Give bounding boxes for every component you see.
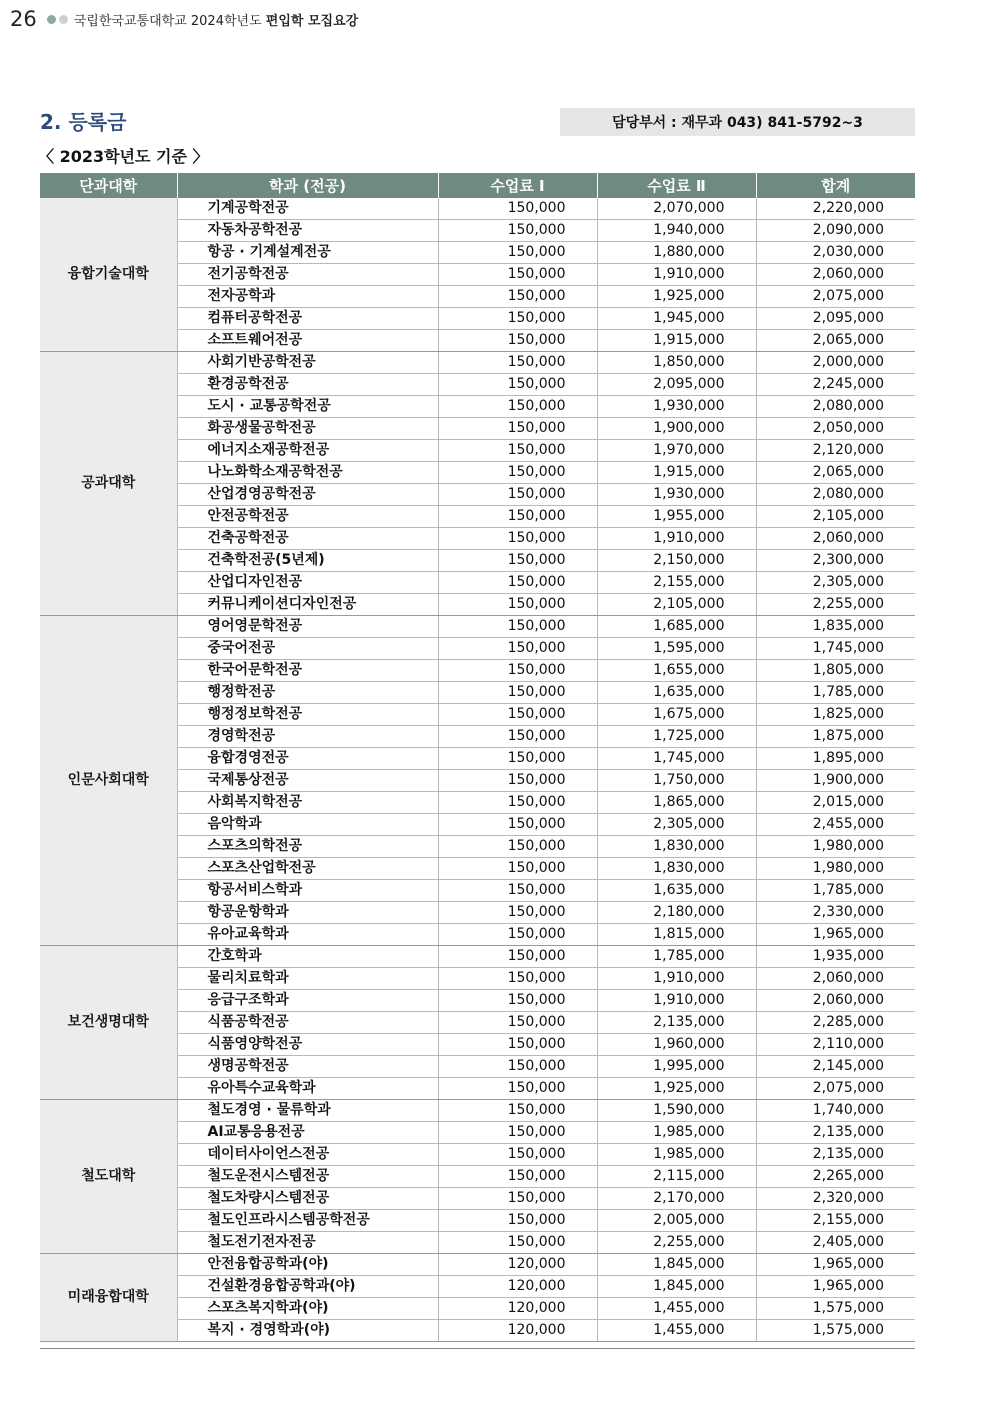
tuition-2-cell: 1,865,000 [597,792,756,814]
header-department: 학과 (전공) [177,173,438,198]
department-cell: 한국어문학전공 [177,660,438,682]
total-cell: 1,895,000 [756,748,915,770]
department-cell: 나노화학소재공학전공 [177,462,438,484]
department-cell: 유아특수교육학과 [177,1078,438,1100]
tuition-2-cell: 1,985,000 [597,1144,756,1166]
total-cell: 2,305,000 [756,572,915,594]
department-cell: 건축공학전공 [177,528,438,550]
college-cell: 보건생명대학 [40,946,177,1100]
college-cell: 철도대학 [40,1100,177,1254]
tuition-1-cell: 150,000 [438,902,597,924]
department-cell: 안전공학전공 [177,506,438,528]
department-cell: 컴퓨터공학전공 [177,308,438,330]
department-cell: 환경공학전공 [177,374,438,396]
department-cell: 철도운전시스템전공 [177,1166,438,1188]
total-cell: 2,060,000 [756,968,915,990]
tuition-1-cell: 150,000 [438,660,597,682]
total-cell: 2,320,000 [756,1188,915,1210]
table-body [40,198,915,1342]
document-title-regular: 국립한국교통대학교 2024학년도 [73,13,262,29]
department-cell: 행정정보학전공 [177,704,438,726]
tuition-1-cell: 150,000 [438,946,597,968]
department-cell: 데이터사이언스전공 [177,1144,438,1166]
tuition-1-cell: 150,000 [438,308,597,330]
tuition-1-cell: 120,000 [438,1254,597,1276]
department-cell: 커뮤니케이션디자인전공 [177,594,438,616]
department-cell: 안전융합공학과(야) [177,1254,438,1276]
tuition-1-cell: 150,000 [438,528,597,550]
tuition-1-cell: 150,000 [438,352,597,374]
tuition-1-cell: 150,000 [438,484,597,506]
tuition-2-cell: 1,925,000 [597,286,756,308]
tuition-1-cell: 150,000 [438,286,597,308]
table-row [40,1100,915,1122]
tuition-2-cell: 1,985,000 [597,1122,756,1144]
department-cell: 자동차공학전공 [177,220,438,242]
tuition-1-cell: 150,000 [438,330,597,352]
header-tuition-1: 수업료 Ⅰ [438,173,597,198]
total-cell: 1,805,000 [756,660,915,682]
tuition-2-cell: 1,915,000 [597,330,756,352]
tuition-1-cell: 120,000 [438,1298,597,1320]
total-cell: 2,060,000 [756,990,915,1012]
tuition-2-cell: 1,845,000 [597,1254,756,1276]
tuition-1-cell: 150,000 [438,594,597,616]
total-cell: 1,980,000 [756,836,915,858]
tuition-1-cell: 150,000 [438,1122,597,1144]
department-cell: 사회기반공학전공 [177,352,438,374]
tuition-1-cell: 150,000 [438,990,597,1012]
department-cell: 철도전기전자전공 [177,1232,438,1254]
tuition-1-cell: 150,000 [438,396,597,418]
tuition-2-cell: 1,850,000 [597,352,756,374]
department-cell: 영어영문학전공 [177,616,438,638]
tuition-2-cell: 1,915,000 [597,462,756,484]
tuition-1-cell: 150,000 [438,748,597,770]
table-row [40,1254,915,1276]
total-cell: 1,785,000 [756,880,915,902]
total-cell: 1,575,000 [756,1320,915,1342]
tuition-1-cell: 150,000 [438,770,597,792]
college-cell: 공과대학 [40,352,177,616]
total-cell: 2,030,000 [756,242,915,264]
tuition-2-cell: 2,150,000 [597,550,756,572]
tuition-2-cell: 1,880,000 [597,242,756,264]
total-cell: 1,980,000 [756,858,915,880]
department-cell: 에너지소재공학전공 [177,440,438,462]
tuition-2-cell: 1,995,000 [597,1056,756,1078]
tuition-2-cell: 1,900,000 [597,418,756,440]
tuition-1-cell: 150,000 [438,682,597,704]
department-cell: 철도차량시스템전공 [177,1188,438,1210]
department-cell: 스포츠의학전공 [177,836,438,858]
tuition-2-cell: 1,455,000 [597,1298,756,1320]
tuition-1-cell: 150,000 [438,550,597,572]
tuition-2-cell: 1,745,000 [597,748,756,770]
section-title: 2. 등록금 [40,110,127,134]
department-cell: 식품공학전공 [177,1012,438,1034]
tuition-1-cell: 150,000 [438,880,597,902]
department-cell: 물리치료학과 [177,968,438,990]
department-cell: 식품영양학전공 [177,1034,438,1056]
department-cell: 전자공학과 [177,286,438,308]
header-tuition-2: 수업료 Ⅱ [597,173,756,198]
bullet-dots-icon [47,15,68,24]
total-cell: 2,000,000 [756,352,915,374]
contact-info: 담당부서 : 재무과 043) 841-5792~3 [560,108,915,136]
tuition-2-cell: 1,910,000 [597,528,756,550]
table-header-row [40,173,915,198]
department-cell: 산업경영공학전공 [177,484,438,506]
tuition-1-cell: 150,000 [438,1078,597,1100]
tuition-1-cell: 120,000 [438,1276,597,1298]
tuition-2-cell: 2,155,000 [597,572,756,594]
tuition-2-cell: 1,750,000 [597,770,756,792]
tuition-2-cell: 2,255,000 [597,1232,756,1254]
total-cell: 1,835,000 [756,616,915,638]
total-cell: 2,080,000 [756,484,915,506]
department-cell: AI교통응용전공 [177,1122,438,1144]
tuition-2-cell: 2,135,000 [597,1012,756,1034]
tuition-2-cell: 2,180,000 [597,902,756,924]
total-cell: 2,080,000 [756,396,915,418]
department-cell: 중국어전공 [177,638,438,660]
department-cell: 스포츠산업학전공 [177,858,438,880]
total-cell: 2,300,000 [756,550,915,572]
document-title-bold: 편입학 모집요강 [265,13,359,29]
total-cell: 2,255,000 [756,594,915,616]
tuition-2-cell: 1,830,000 [597,858,756,880]
tuition-1-cell: 150,000 [438,1100,597,1122]
department-cell: 항공 · 기계설계전공 [177,242,438,264]
tuition-2-cell: 1,655,000 [597,660,756,682]
tuition-2-cell: 1,590,000 [597,1100,756,1122]
department-cell: 소프트웨어전공 [177,330,438,352]
department-cell: 생명공학전공 [177,1056,438,1078]
total-cell: 2,090,000 [756,220,915,242]
table-row [40,352,915,374]
total-cell: 1,965,000 [756,1276,915,1298]
tuition-2-cell: 2,105,000 [597,594,756,616]
page-number: 26 [10,7,37,31]
total-cell: 2,330,000 [756,902,915,924]
total-cell: 1,740,000 [756,1100,915,1122]
table-row [40,198,915,220]
tuition-2-cell: 1,635,000 [597,880,756,902]
department-cell: 건축학전공(5년제) [177,550,438,572]
department-cell: 기계공학전공 [177,198,438,220]
department-cell: 유아교육학과 [177,924,438,946]
table-row [40,616,915,638]
department-cell: 항공서비스학과 [177,880,438,902]
department-cell: 항공운항학과 [177,902,438,924]
tuition-1-cell: 150,000 [438,1012,597,1034]
department-cell: 건설환경융합공학과(야) [177,1276,438,1298]
total-cell: 2,075,000 [756,1078,915,1100]
total-cell: 1,575,000 [756,1298,915,1320]
page-header [10,6,358,32]
tuition-2-cell: 2,305,000 [597,814,756,836]
tuition-2-cell: 2,115,000 [597,1166,756,1188]
tuition-1-cell: 150,000 [438,1188,597,1210]
total-cell: 2,075,000 [756,286,915,308]
tuition-2-cell: 2,095,000 [597,374,756,396]
tuition-2-cell: 1,815,000 [597,924,756,946]
total-cell: 2,245,000 [756,374,915,396]
department-cell: 응급구조학과 [177,990,438,1012]
tuition-1-cell: 150,000 [438,836,597,858]
tuition-2-cell: 1,930,000 [597,396,756,418]
tuition-1-cell: 150,000 [438,638,597,660]
department-cell: 융합경영전공 [177,748,438,770]
total-cell: 1,965,000 [756,1254,915,1276]
total-cell: 2,060,000 [756,264,915,286]
total-cell: 2,060,000 [756,528,915,550]
tuition-2-cell: 1,685,000 [597,616,756,638]
tuition-1-cell: 150,000 [438,616,597,638]
college-cell: 인문사회대학 [40,616,177,946]
tuition-1-cell: 150,000 [438,1232,597,1254]
department-cell: 전기공학전공 [177,264,438,286]
total-cell: 2,145,000 [756,1056,915,1078]
tuition-2-cell: 1,960,000 [597,1034,756,1056]
department-cell: 철도경영 · 물류학과 [177,1100,438,1122]
total-cell: 2,135,000 [756,1122,915,1144]
total-cell: 2,065,000 [756,462,915,484]
tuition-2-cell: 1,910,000 [597,968,756,990]
tuition-2-cell: 1,910,000 [597,990,756,1012]
tuition-1-cell: 150,000 [438,418,597,440]
tuition-2-cell: 1,635,000 [597,682,756,704]
header-college: 단과대학 [40,173,177,198]
tuition-2-cell: 1,940,000 [597,220,756,242]
total-cell: 2,050,000 [756,418,915,440]
tuition-2-cell: 1,930,000 [597,484,756,506]
total-cell: 1,900,000 [756,770,915,792]
total-cell: 1,745,000 [756,638,915,660]
total-cell: 2,285,000 [756,1012,915,1034]
college-cell: 융합기술대학 [40,198,177,352]
tuition-1-cell: 150,000 [438,242,597,264]
college-cell: 미래융합대학 [40,1254,177,1342]
tuition-1-cell: 150,000 [438,1056,597,1078]
total-cell: 2,155,000 [756,1210,915,1232]
tuition-2-cell: 2,070,000 [597,198,756,220]
department-cell: 국제통상전공 [177,770,438,792]
tuition-1-cell: 150,000 [438,572,597,594]
tuition-table [40,173,915,1342]
department-cell: 복지 · 경영학과(야) [177,1320,438,1342]
tuition-1-cell: 150,000 [438,858,597,880]
tuition-1-cell: 150,000 [438,726,597,748]
total-cell: 1,935,000 [756,946,915,968]
total-cell: 1,965,000 [756,924,915,946]
department-cell: 스포츠복지학과(야) [177,1298,438,1320]
tuition-2-cell: 1,910,000 [597,264,756,286]
total-cell: 2,015,000 [756,792,915,814]
tuition-1-cell: 150,000 [438,704,597,726]
tuition-2-cell: 1,830,000 [597,836,756,858]
total-cell: 2,405,000 [756,1232,915,1254]
tuition-1-cell: 150,000 [438,1144,597,1166]
tuition-2-cell: 1,675,000 [597,704,756,726]
tuition-2-cell: 1,945,000 [597,308,756,330]
tuition-2-cell: 1,455,000 [597,1320,756,1342]
tuition-2-cell: 2,170,000 [597,1188,756,1210]
tuition-1-cell: 150,000 [438,198,597,220]
total-cell: 2,105,000 [756,506,915,528]
department-cell: 경영학전공 [177,726,438,748]
department-cell: 간호학과 [177,946,438,968]
department-cell: 사회복지학전공 [177,792,438,814]
total-cell: 2,265,000 [756,1166,915,1188]
table-subtitle: 〈 2023학년도 기준 〉 [38,147,209,166]
total-cell: 1,785,000 [756,682,915,704]
tuition-2-cell: 1,595,000 [597,638,756,660]
tuition-2-cell: 1,725,000 [597,726,756,748]
department-cell: 철도인프라시스템공학전공 [177,1210,438,1232]
tuition-1-cell: 150,000 [438,462,597,484]
tuition-1-cell: 150,000 [438,1210,597,1232]
tuition-1-cell: 150,000 [438,506,597,528]
tuition-1-cell: 150,000 [438,814,597,836]
total-cell: 2,220,000 [756,198,915,220]
total-cell: 2,110,000 [756,1034,915,1056]
tuition-2-cell: 1,970,000 [597,440,756,462]
tuition-1-cell: 150,000 [438,1034,597,1056]
department-cell: 산업디자인전공 [177,572,438,594]
tuition-1-cell: 150,000 [438,220,597,242]
tuition-1-cell: 150,000 [438,374,597,396]
tuition-1-cell: 150,000 [438,792,597,814]
tuition-1-cell: 150,000 [438,924,597,946]
total-cell: 2,095,000 [756,308,915,330]
tuition-1-cell: 150,000 [438,968,597,990]
total-cell: 1,825,000 [756,704,915,726]
tuition-2-cell: 1,955,000 [597,506,756,528]
table-bottom-rule [40,1348,915,1349]
department-cell: 도시 · 교통공학전공 [177,396,438,418]
tuition-2-cell: 1,925,000 [597,1078,756,1100]
tuition-1-cell: 150,000 [438,440,597,462]
tuition-2-cell: 1,785,000 [597,946,756,968]
total-cell: 2,455,000 [756,814,915,836]
department-cell: 화공생물공학전공 [177,418,438,440]
table-row [40,946,915,968]
header-total: 합계 [756,173,915,198]
tuition-1-cell: 150,000 [438,1166,597,1188]
department-cell: 행정학전공 [177,682,438,704]
tuition-2-cell: 1,845,000 [597,1276,756,1298]
total-cell: 1,875,000 [756,726,915,748]
total-cell: 2,120,000 [756,440,915,462]
tuition-2-cell: 2,005,000 [597,1210,756,1232]
total-cell: 2,135,000 [756,1144,915,1166]
tuition-1-cell: 120,000 [438,1320,597,1342]
document-title [74,10,359,29]
tuition-1-cell: 150,000 [438,264,597,286]
department-cell: 음악학과 [177,814,438,836]
total-cell: 2,065,000 [756,330,915,352]
